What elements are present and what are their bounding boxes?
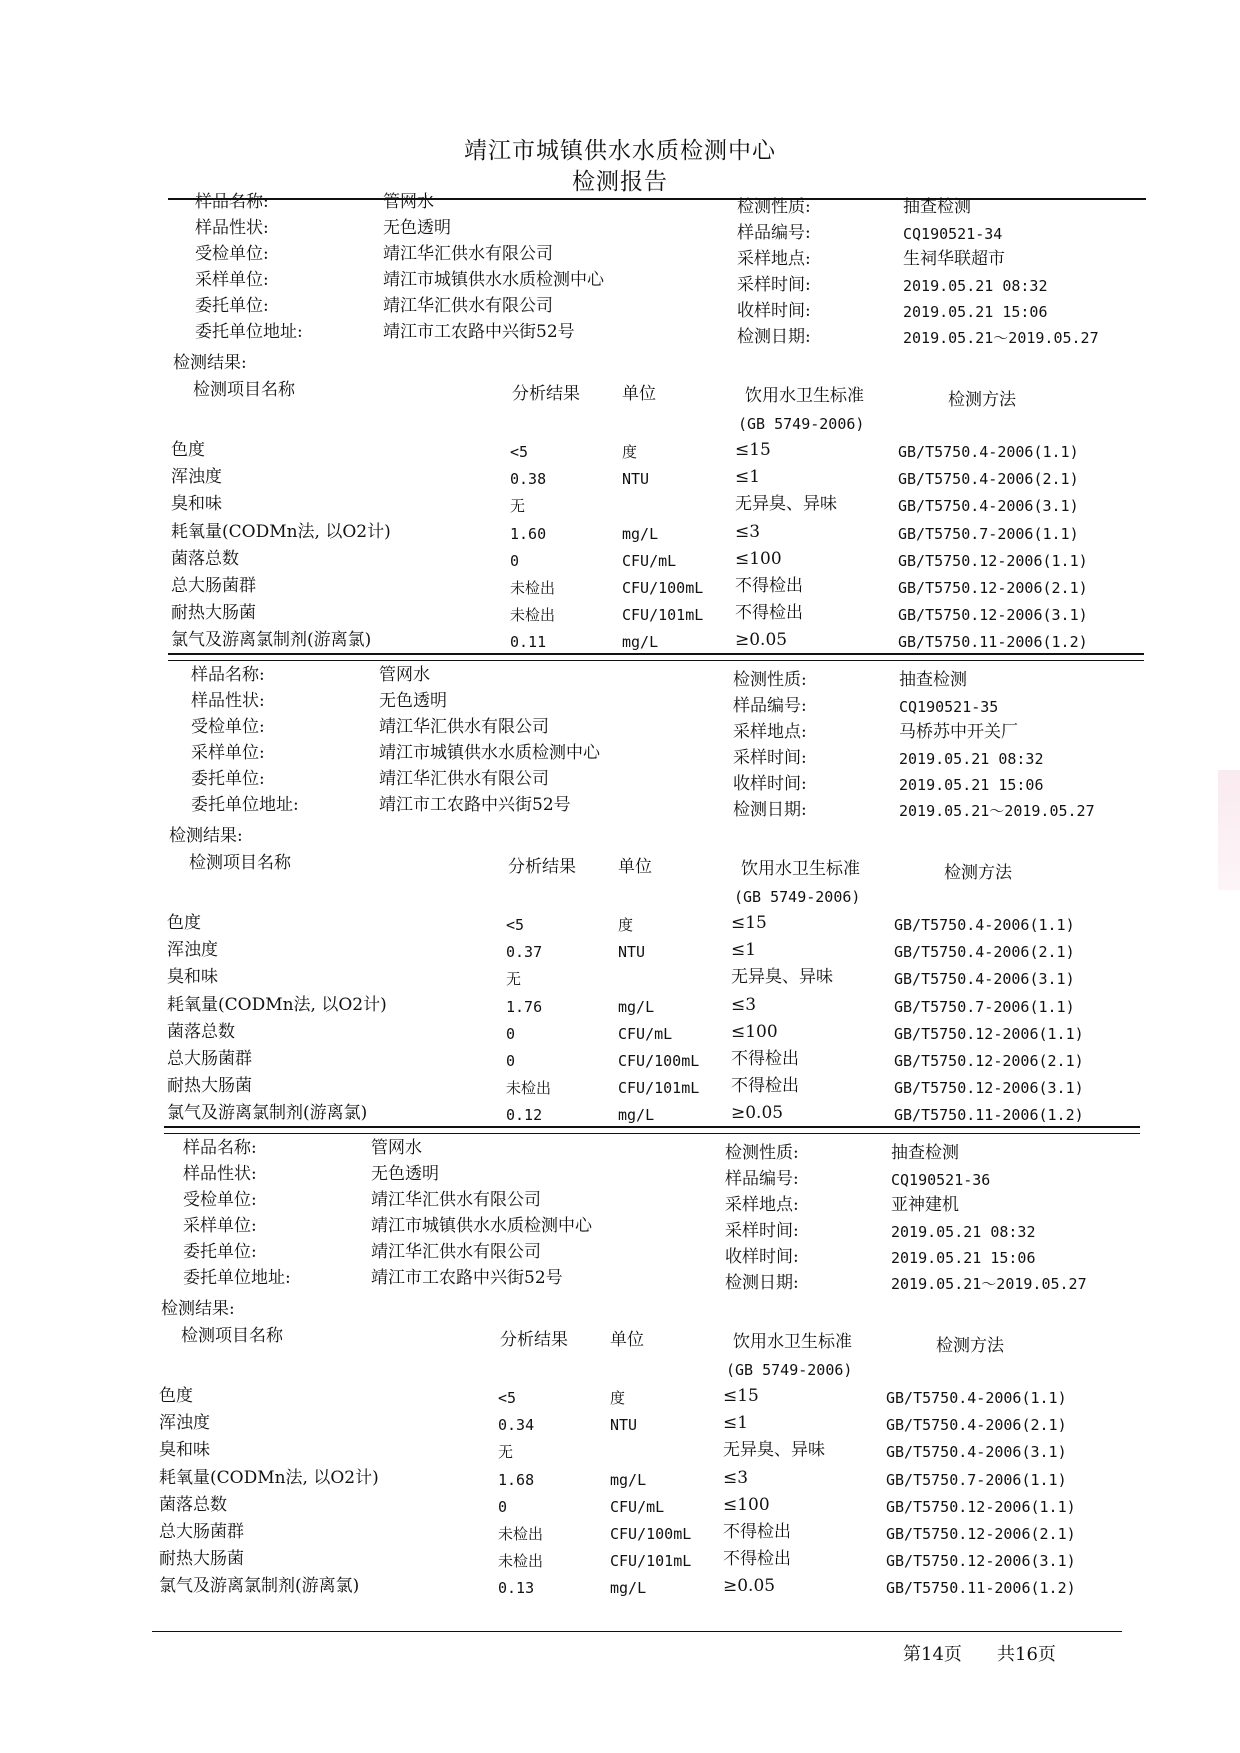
label-sample-no: 样品编号:: [725, 1169, 799, 1189]
label-receive-time: 收样时间:: [733, 774, 807, 794]
cell-method: GB/T5750.12-2006(1.1): [898, 551, 1088, 570]
label-sampling-site: 采样地点:: [725, 1195, 799, 1215]
value-sample-name: 管网水: [383, 192, 434, 212]
label-test-nature: 检测性质:: [737, 197, 811, 217]
cell-unit: CFU/100mL: [618, 1052, 700, 1070]
label-sampling-unit: 采样单位:: [183, 1216, 257, 1236]
value-receive-time: 2019.05.21 15:06: [891, 1249, 1036, 1267]
cell-unit: CFU/101mL: [622, 606, 704, 625]
cell-item: 色度: [171, 440, 205, 460]
value-sample-property: 无色透明: [379, 691, 447, 711]
value-sample-name: 管网水: [371, 1138, 422, 1158]
cell-result: 未检出: [498, 1552, 544, 1571]
label-sample-name: 样品名称:: [195, 192, 269, 212]
cell-item: 臭和味: [167, 967, 218, 988]
cell-result: <5: [506, 916, 525, 934]
cell-result: 1.60: [510, 524, 547, 543]
cell-result: 1.68: [498, 1470, 535, 1489]
label-inspected-unit: 受检单位:: [183, 1190, 257, 1210]
label-test-date: 检测日期:: [737, 327, 811, 347]
col-header-method: 检测方法: [948, 390, 1016, 410]
cell-item: 菌落总数: [159, 1494, 227, 1515]
col-header-standard-code: (GB 5749-2006): [738, 415, 865, 433]
label-client-address: 委托单位地址:: [183, 1268, 291, 1288]
sample-block-2: [0, 473, 1236, 1125]
cell-standard: ≤3: [731, 994, 757, 1015]
value-receive-time: 2019.05.21 15:06: [899, 776, 1044, 794]
label-sampling-time: 采样时间:: [733, 748, 807, 768]
label-sampling-unit: 采样单位:: [195, 270, 269, 290]
cell-result: 未检出: [510, 579, 556, 597]
value-sampling-unit: 靖江市城镇供水水质检测中心: [379, 743, 600, 763]
cell-item: 耗氧量(CODMn法, 以O2计): [171, 521, 391, 542]
cell-unit: mg/L: [618, 997, 655, 1016]
table-row: [0, 1386, 1228, 1413]
label-sample-property: 样品性状:: [191, 691, 265, 711]
value-sample-no: CQ190521-35: [899, 698, 999, 716]
cell-unit: mg/L: [610, 1579, 647, 1598]
sample-block-3: [0, 946, 1228, 1598]
cell-unit: NTU: [610, 1416, 638, 1435]
value-test-nature: 抽查检测: [899, 670, 967, 690]
cell-unit: 度: [622, 443, 638, 461]
table-row: [0, 1468, 1228, 1495]
col-header-item: 检测项目名称: [189, 853, 291, 873]
cell-method: GB/T5750.4-2006(3.1): [898, 497, 1079, 516]
label-results: 检测结果:: [173, 353, 247, 373]
col-header-result: 分析结果: [508, 857, 576, 877]
cell-standard: 不得检出: [723, 1522, 791, 1542]
cell-result: 1.76: [506, 997, 543, 1016]
cell-method: GB/T5750.12-2006(1.1): [894, 1024, 1084, 1043]
cell-method: GB/T5750.4-2006(2.1): [894, 943, 1075, 962]
label-sampling-time: 采样时间:: [725, 1221, 799, 1241]
value-sampling-site: 马桥苏中开关厂: [899, 722, 1018, 742]
cell-standard: ≤15: [723, 1386, 759, 1406]
cell-unit: mg/L: [622, 524, 659, 543]
cell-unit: mg/L: [610, 1470, 647, 1489]
cell-item: 臭和味: [171, 494, 222, 515]
label-test-nature: 检测性质:: [725, 1143, 799, 1163]
cell-standard: ≤1: [731, 940, 757, 961]
value-inspected-unit: 靖江华汇供水有限公司: [371, 1190, 541, 1210]
cell-standard: ≤100: [735, 548, 782, 569]
table-row: [0, 440, 1240, 467]
value-sampling-unit: 靖江市城镇供水水质检测中心: [371, 1216, 592, 1236]
cell-result: 0.13: [498, 1579, 535, 1598]
stamp-mark: [1218, 770, 1240, 890]
cell-standard: ≤100: [731, 1021, 778, 1042]
label-results: 检测结果:: [161, 1299, 235, 1319]
value-client-unit: 靖江华汇供水有限公司: [383, 296, 553, 316]
label-client-address: 委托单位地址:: [191, 795, 299, 815]
value-sample-no: CQ190521-36: [891, 1171, 991, 1189]
label-client-address: 委托单位地址:: [195, 322, 303, 342]
cell-item: 总大肠菌群: [171, 576, 256, 596]
value-test-nature: 抽查检测: [903, 197, 971, 217]
cell-unit: NTU: [618, 943, 646, 962]
value-sample-property: 无色透明: [383, 218, 451, 238]
cell-result: 0.12: [506, 1106, 543, 1125]
value-client-address: 靖江市工农路中兴街52号: [371, 1268, 563, 1288]
cell-method: GB/T5750.7-2006(1.1): [898, 524, 1079, 543]
cell-item: 耗氧量(CODMn法, 以O2计): [159, 1467, 379, 1488]
label-inspected-unit: 受检单位:: [195, 244, 269, 264]
table-row: [0, 1522, 1228, 1549]
cell-unit: CFU/mL: [622, 551, 677, 570]
col-header-unit: 单位: [622, 384, 656, 404]
cell-method: GB/T5750.11-2006(1.2): [894, 1106, 1084, 1125]
cell-method: GB/T5750.12-2006(1.1): [886, 1497, 1076, 1516]
value-sample-name: 管网水: [379, 665, 430, 685]
cell-unit: CFU/100mL: [622, 579, 704, 597]
cell-method: GB/T5750.11-2006(1.2): [898, 633, 1088, 652]
cell-method: GB/T5750.7-2006(1.1): [894, 997, 1075, 1016]
cell-item: 耗氧量(CODMn法, 以O2计): [167, 994, 387, 1015]
value-sample-property: 无色透明: [371, 1164, 439, 1184]
footer-rule: [152, 1631, 1122, 1632]
cell-method: GB/T5750.12-2006(3.1): [886, 1552, 1076, 1571]
cell-result: 0: [506, 1024, 516, 1043]
cell-unit: CFU/100mL: [610, 1525, 692, 1543]
cell-result: 0.38: [510, 470, 547, 489]
value-inspected-unit: 靖江华汇供水有限公司: [379, 717, 549, 737]
cell-item: 耐热大肠菌: [159, 1549, 244, 1570]
col-header-standard-code: (GB 5749-2006): [734, 888, 861, 906]
col-header-standard: 饮用水卫生标准: [745, 386, 864, 406]
label-sample-property: 样品性状:: [195, 218, 269, 238]
cell-unit: 度: [618, 916, 634, 934]
value-client-unit: 靖江华汇供水有限公司: [371, 1242, 541, 1262]
value-test-date: 2019.05.21～2019.05.27: [903, 329, 1099, 347]
cell-method: GB/T5750.4-2006(3.1): [894, 970, 1075, 989]
value-client-unit: 靖江华汇供水有限公司: [379, 769, 549, 789]
label-results: 检测结果:: [169, 826, 243, 846]
cell-method: GB/T5750.4-2006(2.1): [886, 1416, 1067, 1435]
table-row: [0, 1495, 1228, 1522]
cell-standard: ≤100: [723, 1494, 770, 1515]
value-inspected-unit: 靖江华汇供水有限公司: [383, 244, 553, 264]
cell-method: GB/T5750.12-2006(2.1): [898, 579, 1088, 597]
cell-method: GB/T5750.12-2006(2.1): [894, 1052, 1084, 1070]
label-receive-time: 收样时间:: [725, 1247, 799, 1267]
cell-result: 0.37: [506, 943, 543, 962]
cell-item: 臭和味: [159, 1440, 210, 1461]
cell-unit: mg/L: [618, 1106, 655, 1125]
cell-standard: ≤1: [723, 1413, 749, 1434]
col-header-result: 分析结果: [500, 1330, 568, 1350]
cell-item: 氯气及游离氯制剂(游离氯): [159, 1576, 360, 1597]
cell-result: 无: [506, 970, 522, 989]
cell-unit: CFU/mL: [610, 1497, 665, 1516]
cell-result: 未检出: [498, 1525, 544, 1543]
cell-item: 菌落总数: [167, 1021, 235, 1042]
cell-standard: ≥0.05: [735, 630, 788, 651]
cell-item: 氯气及游离氯制剂(游离氯): [167, 1103, 368, 1124]
cell-item: 浑浊度: [159, 1413, 210, 1434]
cell-item: 耐热大肠菌: [167, 1076, 252, 1097]
cell-standard: ≥0.05: [723, 1576, 776, 1597]
value-sampling-site: 生祠华联超市: [903, 249, 1005, 269]
cell-item: 浑浊度: [167, 940, 218, 961]
cell-result: <5: [498, 1389, 517, 1407]
cell-result: 未检出: [510, 606, 556, 625]
value-sampling-time: 2019.05.21 08:32: [903, 277, 1048, 295]
cell-result: 未检出: [506, 1079, 552, 1098]
cell-standard: ≤3: [735, 521, 761, 542]
label-sample-name: 样品名称:: [183, 1138, 257, 1158]
label-client-unit: 委托单位:: [183, 1242, 257, 1262]
cell-standard: 不得检出: [735, 576, 803, 596]
cell-standard: ≥0.05: [731, 1103, 784, 1124]
cell-standard: ≤15: [735, 440, 771, 460]
col-header-unit: 单位: [610, 1330, 644, 1350]
value-sampling-time: 2019.05.21 08:32: [891, 1223, 1036, 1241]
cell-item: 总大肠菌群: [167, 1049, 252, 1069]
value-receive-time: 2019.05.21 15:06: [903, 303, 1048, 321]
cell-item: 氯气及游离氯制剂(游离氯): [171, 630, 372, 651]
col-header-standard-code: (GB 5749-2006): [726, 1361, 853, 1379]
cell-item: 色度: [167, 913, 201, 933]
cell-standard: ≤3: [723, 1467, 749, 1488]
label-sampling-site: 采样地点:: [737, 249, 811, 269]
label-sampling-site: 采样地点:: [733, 722, 807, 742]
value-test-date: 2019.05.21～2019.05.27: [891, 1275, 1087, 1293]
cell-result: 0: [498, 1497, 508, 1516]
cell-result: 0: [510, 551, 520, 570]
sample-block-1: [0, 0, 1240, 652]
cell-standard: 不得检出: [731, 1076, 799, 1097]
cell-unit: CFU/101mL: [618, 1079, 700, 1098]
value-test-nature: 抽查检测: [891, 1143, 959, 1163]
col-header-method: 检测方法: [944, 863, 1012, 883]
page-number: 第14页: [903, 1644, 962, 1665]
cell-unit: CFU/mL: [618, 1024, 673, 1043]
label-client-unit: 委托单位:: [195, 296, 269, 316]
cell-unit: CFU/101mL: [610, 1552, 692, 1571]
label-sampling-time: 采样时间:: [737, 275, 811, 295]
cell-standard: ≤1: [735, 467, 761, 488]
label-test-date: 检测日期:: [725, 1273, 799, 1293]
col-header-method: 检测方法: [936, 1336, 1004, 1356]
label-sampling-unit: 采样单位:: [191, 743, 265, 763]
cell-item: 菌落总数: [171, 548, 239, 569]
label-sample-no: 样品编号:: [737, 223, 811, 243]
cell-item: 浑浊度: [171, 467, 222, 488]
cell-method: GB/T5750.4-2006(1.1): [894, 916, 1075, 934]
cell-standard: 无异臭、异味: [735, 494, 837, 515]
cell-standard: 无异臭、异味: [723, 1440, 825, 1461]
cell-method: GB/T5750.4-2006(3.1): [886, 1443, 1067, 1462]
report-title: 靖江市城镇供水水质检测中心: [464, 138, 776, 164]
cell-unit: 度: [610, 1389, 626, 1407]
cell-result: 无: [498, 1443, 514, 1462]
value-client-address: 靖江市工农路中兴街52号: [383, 322, 575, 342]
col-header-unit: 单位: [618, 857, 652, 877]
table-row: [0, 1576, 1228, 1603]
label-receive-time: 收样时间:: [737, 301, 811, 321]
cell-result: 0: [506, 1052, 516, 1070]
label-test-nature: 检测性质:: [733, 670, 807, 690]
cell-method: GB/T5750.12-2006(3.1): [894, 1079, 1084, 1098]
label-sample-no: 样品编号:: [733, 696, 807, 716]
value-sample-no: CQ190521-34: [903, 225, 1003, 243]
cell-standard: ≤15: [731, 913, 767, 933]
cell-standard: 无异臭、异味: [731, 967, 833, 988]
value-sampling-site: 亚神建机: [891, 1195, 959, 1215]
cell-result: <5: [510, 443, 529, 461]
cell-unit: mg/L: [622, 633, 659, 652]
value-client-address: 靖江市工农路中兴街52号: [379, 795, 571, 815]
col-header-result: 分析结果: [512, 384, 580, 404]
cell-result: 无: [510, 497, 526, 516]
cell-result: 0.34: [498, 1416, 535, 1435]
value-sampling-time: 2019.05.21 08:32: [899, 750, 1044, 768]
cell-method: GB/T5750.4-2006(2.1): [898, 470, 1079, 489]
cell-item: 耐热大肠菌: [171, 603, 256, 624]
cell-unit: NTU: [622, 470, 650, 489]
cell-method: GB/T5750.4-2006(1.1): [886, 1389, 1067, 1407]
table-row: [0, 1413, 1228, 1440]
cell-method: GB/T5750.12-2006(2.1): [886, 1525, 1076, 1543]
cell-standard: 不得检出: [735, 603, 803, 624]
table-row: [0, 913, 1236, 940]
cell-standard: 不得检出: [723, 1549, 791, 1570]
label-inspected-unit: 受检单位:: [191, 717, 265, 737]
label-sample-property: 样品性状:: [183, 1164, 257, 1184]
col-header-item: 检测项目名称: [181, 1326, 283, 1346]
col-header-item: 检测项目名称: [193, 380, 295, 400]
label-sample-name: 样品名称:: [191, 665, 265, 685]
label-test-date: 检测日期:: [733, 800, 807, 820]
cell-method: GB/T5750.11-2006(1.2): [886, 1579, 1076, 1598]
cell-method: GB/T5750.12-2006(3.1): [898, 606, 1088, 625]
report-subtitle: 检测报告: [572, 169, 668, 195]
table-row: [0, 1440, 1228, 1467]
cell-method: GB/T5750.7-2006(1.1): [886, 1470, 1067, 1489]
cell-item: 总大肠菌群: [159, 1522, 244, 1542]
table-row: [0, 1549, 1228, 1576]
page-total: 共16页: [997, 1644, 1056, 1665]
col-header-standard: 饮用水卫生标准: [733, 1332, 852, 1352]
label-client-unit: 委托单位:: [191, 769, 265, 789]
cell-item: 色度: [159, 1386, 193, 1406]
value-sampling-unit: 靖江市城镇供水水质检测中心: [383, 270, 604, 290]
cell-method: GB/T5750.4-2006(1.1): [898, 443, 1079, 461]
cell-standard: 不得检出: [731, 1049, 799, 1069]
col-header-standard: 饮用水卫生标准: [741, 859, 860, 879]
cell-result: 0.11: [510, 633, 547, 652]
value-test-date: 2019.05.21～2019.05.27: [899, 802, 1095, 820]
